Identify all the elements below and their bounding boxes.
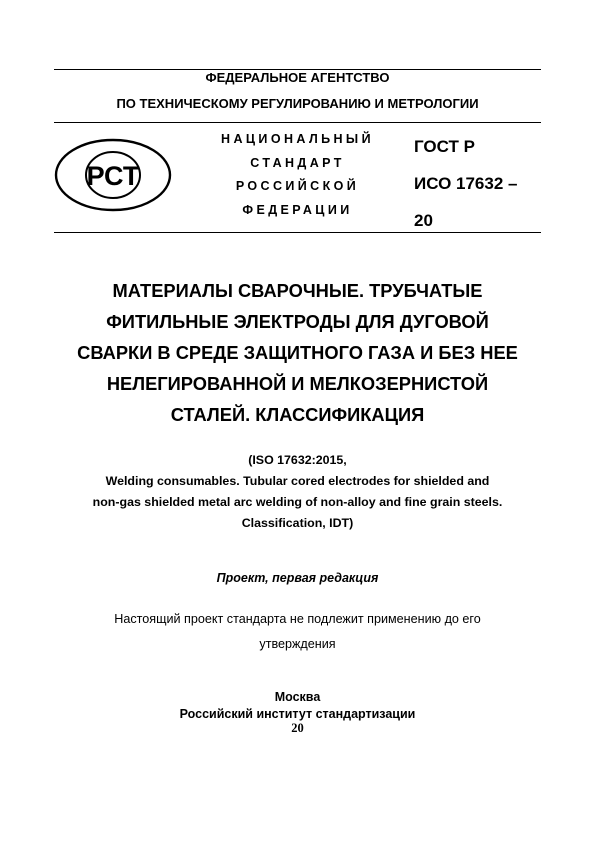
- notice-line-1: Настоящий проект стандарта не подлежит применению до его: [114, 612, 481, 626]
- logo-text: РСТ: [86, 161, 140, 191]
- national-standard-label: [200, 128, 395, 222]
- agency-bottom-rule: [54, 122, 541, 123]
- intl-line-1: (ISO 17632:2015,: [248, 453, 347, 467]
- notice-line-2: утверждения: [259, 637, 336, 651]
- gost-line-2: ИСО 17632 –: [414, 174, 518, 193]
- national-line-4: ФЕДЕРАЦИИ: [242, 202, 353, 217]
- document-title: [20, 275, 575, 430]
- institute: Российский институт стандартизации: [179, 707, 416, 721]
- national-line-2: СТАНДАРТ: [250, 155, 345, 170]
- rst-logo-icon: [54, 138, 172, 212]
- agency-line-1: ФЕДЕРАЛЬНОЕ АГЕНТСТВО: [205, 70, 390, 85]
- agency-line-2: ПО ТЕХНИЧЕСКОМУ РЕГУЛИРОВАНИЮ И МЕТРОЛОГИИ: [116, 96, 479, 111]
- intl-line-3: non-gas shielded metal arc welding of non-alloy and fine grain steels.: [92, 495, 503, 509]
- draft-notice: [30, 607, 565, 657]
- title-line-3: СВАРКИ В СРЕДЕ ЗАЩИТНОГО ГАЗА И БЕЗ НЕЕ: [77, 342, 518, 363]
- national-line-1: НАЦИОНАЛЬНЫЙ: [221, 132, 374, 146]
- international-standard-reference: [20, 450, 575, 534]
- gost-line-1: ГОСТ Р: [414, 137, 475, 156]
- gost-line-3: 20: [414, 211, 433, 230]
- gost-designation: [414, 128, 517, 239]
- header-bottom-rule: [54, 232, 541, 233]
- year: 20: [291, 721, 304, 735]
- intl-line-4: Classification, IDT): [241, 516, 354, 530]
- title-line-2: ФИТИЛЬНЫЕ ЭЛЕКТРОДЫ ДЛЯ ДУГОВОЙ: [106, 311, 489, 332]
- draft-edition-label: Проект, первая редакция: [216, 571, 379, 585]
- national-line-3: РОССИЙСКОЙ: [235, 179, 360, 193]
- intl-line-2: Welding consumables. Tubular cored electrodes for shielded and: [105, 474, 490, 488]
- title-line-5: СТАЛЕЙ. КЛАССИФИКАЦИЯ: [170, 404, 425, 425]
- title-line-4: НЕЛЕГИРОВАННОЙ И МЕЛКОЗЕРНИСТОЙ: [106, 373, 489, 394]
- publisher-block: [0, 689, 595, 723]
- city: Москва: [274, 690, 321, 704]
- title-line-1: МАТЕРИАЛЫ СВАРОЧНЫЕ. ТРУБЧАТЫЕ: [112, 280, 483, 301]
